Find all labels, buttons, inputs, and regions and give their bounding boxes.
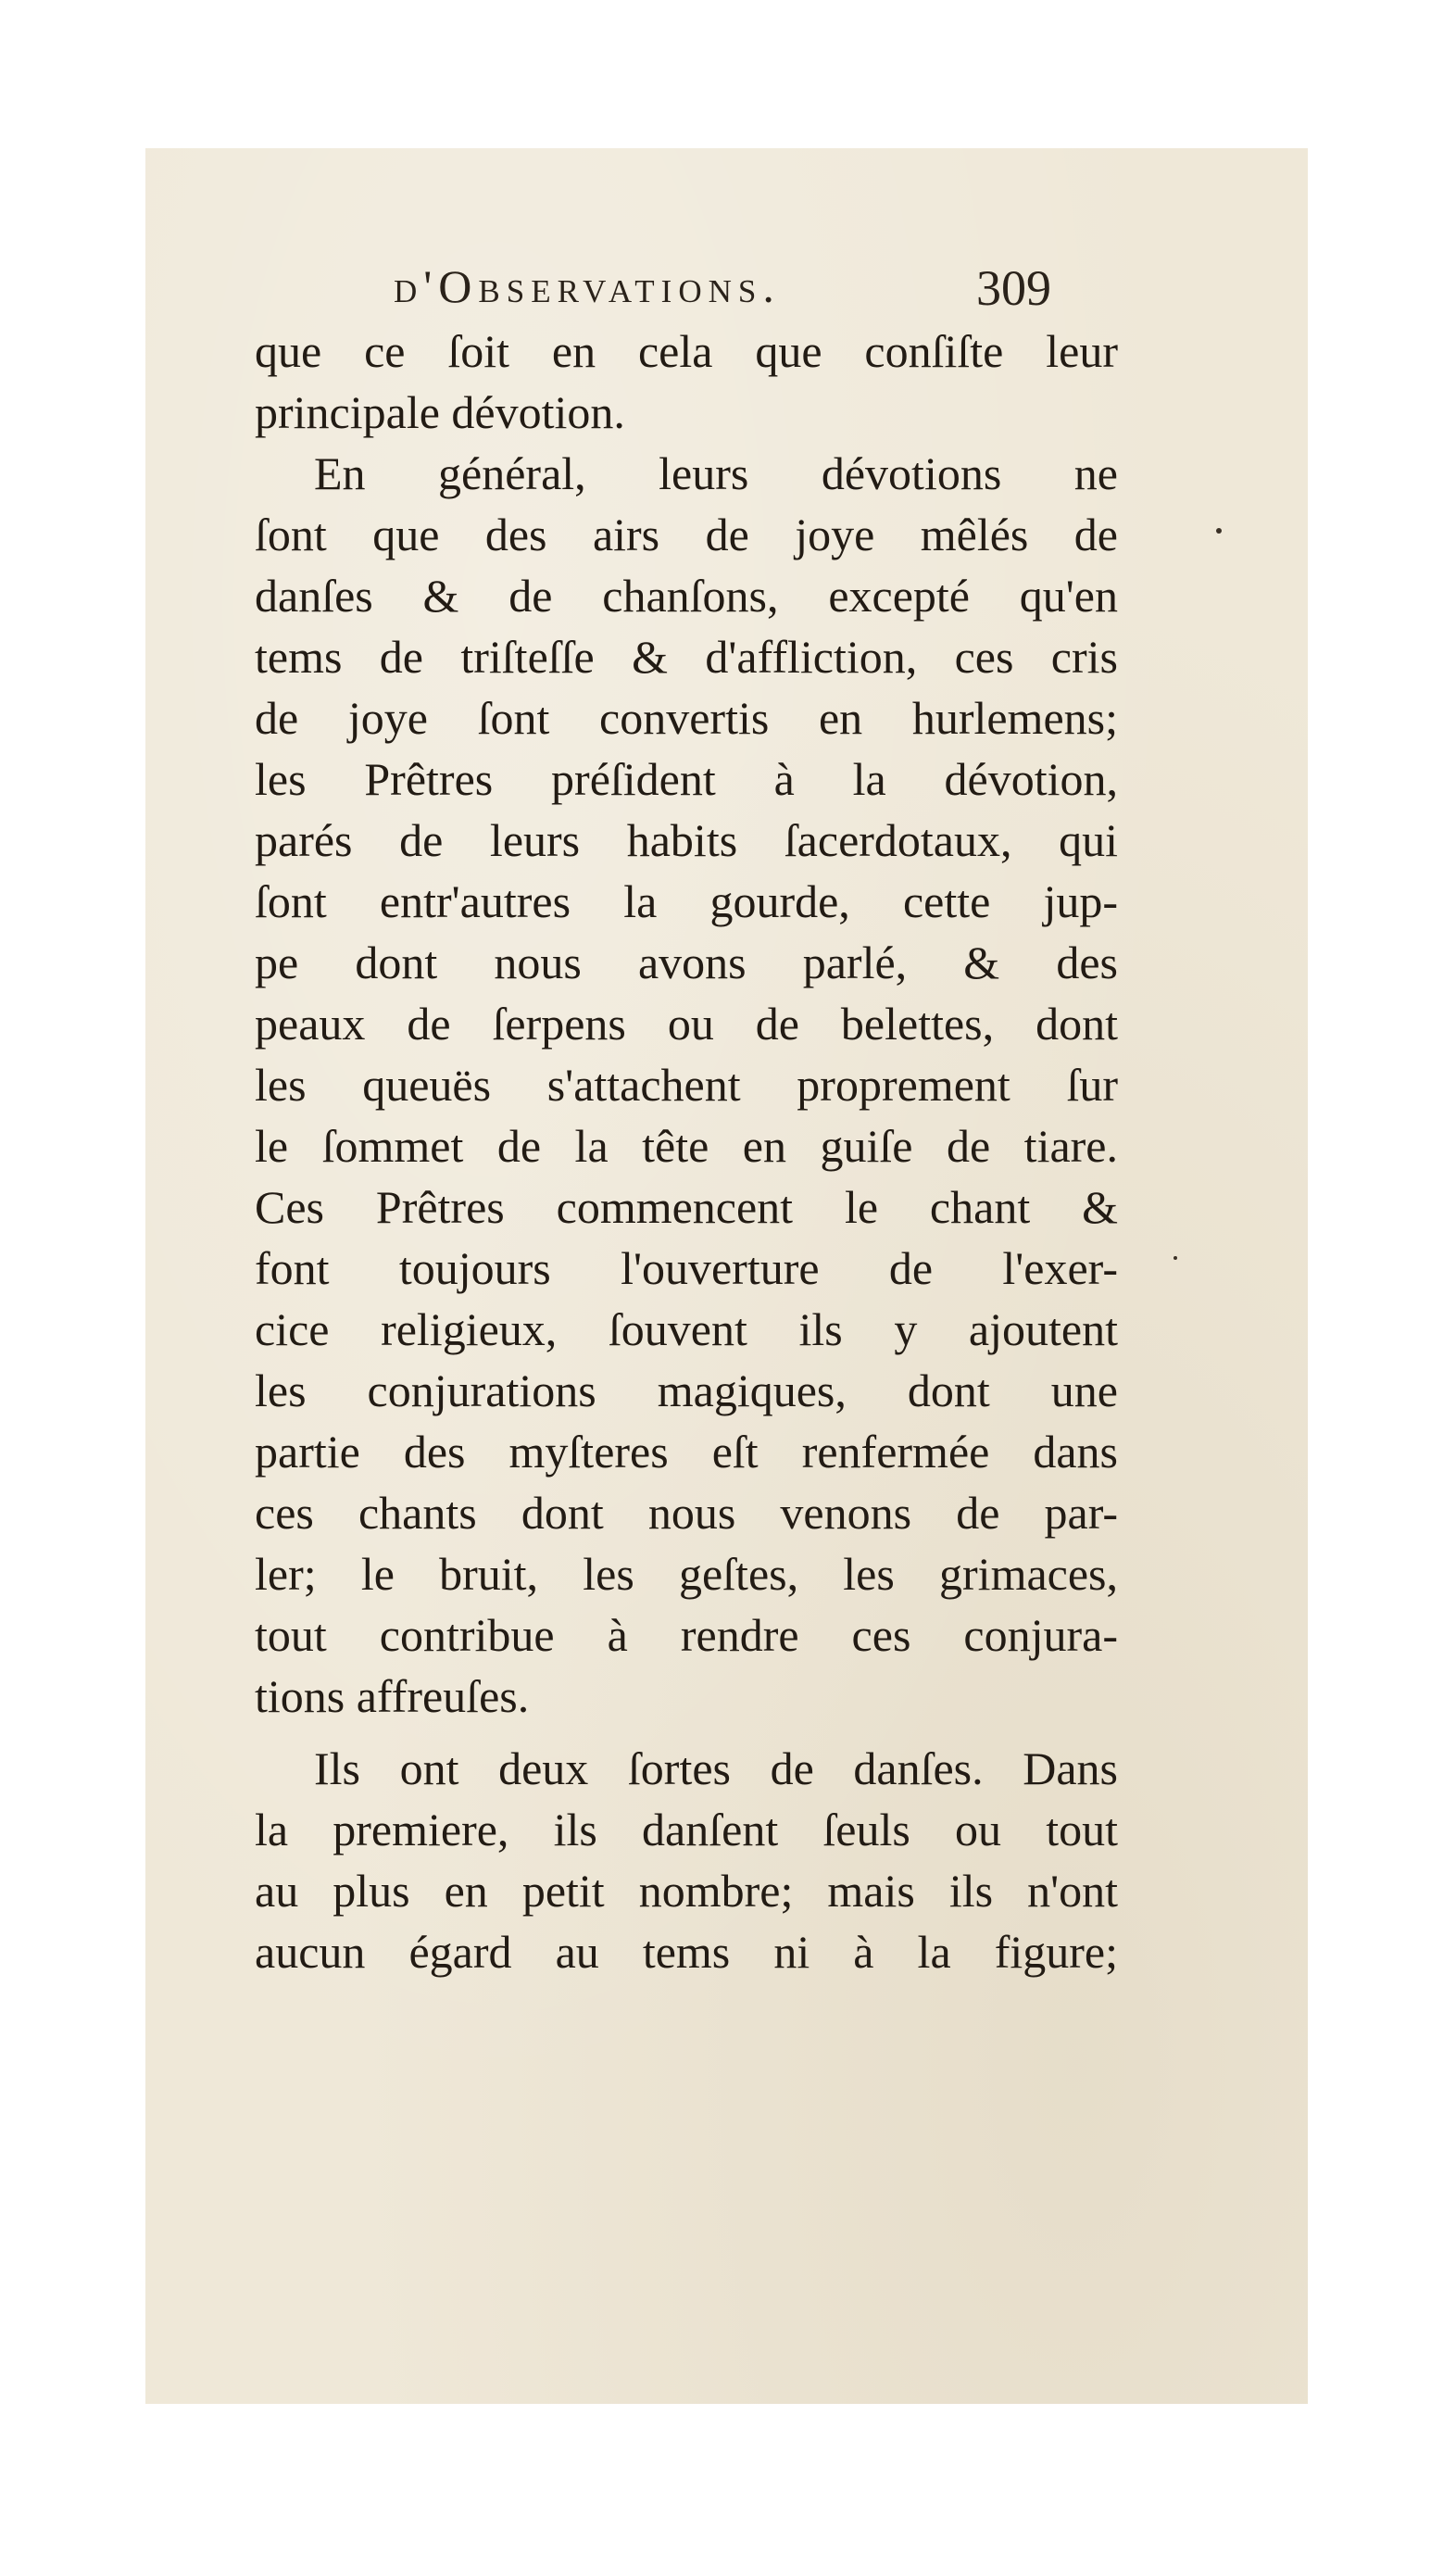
text-line: le ſommet de la tête en guiſe de tiare. bbox=[255, 1120, 1118, 1172]
running-head-title: d'Observations. bbox=[394, 260, 781, 312]
text-line: tions affreuſes. bbox=[255, 1670, 530, 1722]
text-line: de joye ſont convertis en hurlemens; bbox=[255, 692, 1118, 744]
text-line: font toujours l'ouverture de l'exer- bbox=[255, 1242, 1118, 1294]
text-line: que ce ſoit en cela que conſiſte leur bbox=[255, 325, 1118, 377]
text-line: tout contribue à rendre ces conjura- bbox=[255, 1609, 1118, 1661]
text-line: les Prêtres préſident à la dévotion, bbox=[255, 753, 1118, 805]
text-line: ces chants dont nous venons de par- bbox=[255, 1487, 1118, 1539]
text-line: parés de leurs habits ſacerdotaux, qui bbox=[255, 814, 1118, 866]
body-text bbox=[255, 321, 1118, 1982]
text-line: les conjurations magiques, dont une bbox=[255, 1365, 1118, 1416]
text-line: pe dont nous avons parlé, & des bbox=[255, 937, 1118, 988]
text-line: ſont que des airs de joye mêlés de bbox=[255, 509, 1118, 560]
text-line: ler; le bruit, les geſtes, les grimaces, bbox=[255, 1548, 1118, 1600]
text-line: la premiere, ils danſent ſeuls ou tout bbox=[255, 1804, 1118, 1855]
ink-speck bbox=[1174, 1256, 1177, 1260]
page-number: 309 bbox=[976, 260, 1051, 316]
paragraph-spacer bbox=[255, 1727, 1118, 1738]
text-line: au plus en petit nombre; mais ils n'ont bbox=[255, 1865, 1118, 1917]
text-line: principale dévotion. bbox=[255, 386, 625, 438]
text-line: aucun égard au tems ni à la figure; bbox=[255, 1926, 1118, 1978]
running-head bbox=[145, 259, 1308, 315]
text-line: danſes & de chanſons, excepté qu'en bbox=[255, 570, 1118, 622]
text-line: tems de triſteſſe & d'affliction, ces cris bbox=[255, 631, 1118, 683]
book-page bbox=[145, 148, 1308, 2404]
text-line: les queuës s'attachent proprement ſur bbox=[255, 1059, 1118, 1111]
text-line: peaux de ſerpens ou de belettes, dont bbox=[255, 998, 1118, 1050]
text-line: ſont entr'autres la gourde, cette jup- bbox=[255, 875, 1118, 927]
text-line: partie des myſteres eſt renfermée dans bbox=[255, 1426, 1118, 1478]
ink-speck bbox=[1216, 528, 1222, 534]
text-line: Ils ont deux ſortes de danſes. Dans bbox=[314, 1742, 1118, 1794]
text-line: Ces Prêtres commencent le chant & bbox=[255, 1181, 1118, 1233]
text-line: En général, leurs dévotions ne bbox=[314, 447, 1118, 499]
text-line: cice religieux, ſouvent ils y ajoutent bbox=[255, 1303, 1118, 1355]
